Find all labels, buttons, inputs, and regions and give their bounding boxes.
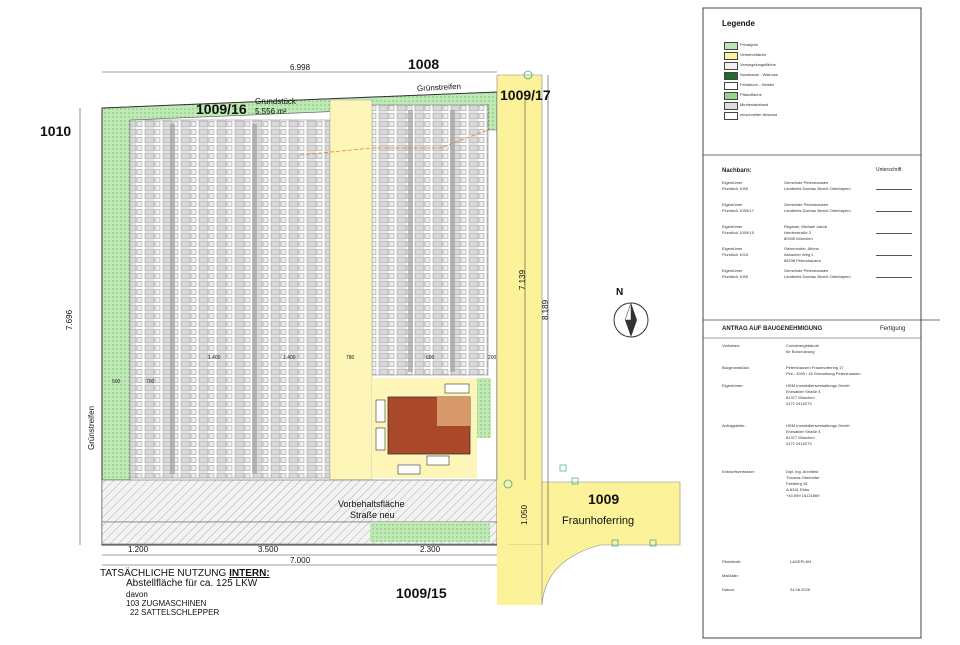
parcel-1008-label: 1008: [408, 56, 440, 72]
antragsteller-value-2: Ehrwalder Straße 4: [786, 429, 821, 434]
application-copy: Fertigung: [880, 326, 906, 332]
parcel-1009-15-label: 1009/15: [396, 585, 447, 601]
entwurf-value-2: Thomas Oberhofer: [786, 475, 820, 480]
vorhaben-value-2: für Büronutzung: [786, 349, 815, 354]
dim-mid-3: 780: [346, 355, 355, 361]
legend-label: Feldahorn - Heister: [740, 82, 775, 87]
neighbors-signature: Unterschrift: [876, 167, 902, 173]
legend-title: Legende: [722, 19, 755, 28]
datum-key: Datum:: [722, 587, 735, 592]
legend-swatch: [724, 112, 738, 120]
dim-mid-1: 1.400: [208, 355, 221, 361]
application-title: ANTRAG AUF BAUGENEHMIGUNG: [722, 326, 823, 332]
neighbor-k2: Flurstück 1010: [722, 252, 749, 257]
legend-swatch: [724, 62, 738, 70]
usage-box: [100, 565, 290, 617]
entwurf-key: Entwurfsverfasser:: [722, 469, 756, 474]
dim-bottom-total: 7.000: [290, 556, 311, 565]
signature-line[interactable]: [876, 277, 912, 278]
eigentuemer-value-4: 0172 2419273: [786, 401, 812, 406]
neighbor-k2: Flurstück 1009: [722, 186, 749, 191]
dim-right-small: 1.050: [520, 504, 529, 525]
grundstueck-key: Baugrundstück:: [722, 365, 750, 370]
datum-value: 24.08.2025: [790, 587, 811, 592]
eigentuemer-value-2: Ehrwalder Straße 4: [786, 389, 821, 394]
legend-label: einschneiter Abstand: [740, 112, 778, 117]
usage-line-1: Abstellfläche für ca. 125 LKW: [126, 578, 258, 589]
vorhaben-value-1: Containergebäude: [786, 343, 819, 348]
dim-right-2: 8.189: [541, 299, 550, 320]
legend-label: Pflanzfläche: [740, 92, 762, 97]
neighbor-k1: Eigentümer: [722, 202, 743, 207]
legend-label: Versiegelungsfläche: [740, 62, 776, 67]
reserved-area-label: Vorbehaltsfläche: [338, 499, 405, 509]
antragsteller-value-1: HDM Immobilienverwaltungs GmbH: [786, 423, 850, 428]
neighbor-v2: Asbacher Weg 1: [784, 252, 814, 257]
neighbor-v1: Geisenhofer, Alfons: [784, 246, 819, 251]
usage-line-4: 22 SATTELSCHLEPPER: [130, 608, 220, 617]
neighbor-v1: Regauer, Michael Jakob: [784, 224, 827, 229]
legend-label: Mindestabstand: [740, 102, 769, 107]
dim-left-500: 500: [112, 379, 121, 385]
dim-left: 7.696: [65, 309, 74, 330]
dim-bottom-3: 2.300: [420, 545, 441, 554]
entwurf-value-3: Feldberg 18: [786, 481, 808, 486]
signature-line[interactable]: [876, 233, 912, 234]
neighbor-v1: Gemeinde Petershausen: [784, 202, 829, 207]
neighbor-k2: Flurstück 1009/17: [722, 208, 754, 213]
eigentuemer-value-1: HDM Immobilienverwaltungs GmbH: [786, 383, 850, 388]
neighbor-k2: Flurstück 1009/15: [722, 230, 754, 235]
antragsteller-value-3: 81377 München: [786, 435, 815, 440]
entwurf-value-1: Dipl. Ing. Architekt: [786, 469, 819, 474]
north-arrow-icon: [614, 303, 648, 337]
usage-line-3: 103 ZUGMASCHINEN: [126, 599, 207, 608]
parcel-1009-16-label: 1009/16: [196, 101, 247, 117]
parcel-1010-label: 1010: [40, 123, 72, 139]
dim-bottom-1: 1.200: [128, 545, 149, 554]
north-label: N: [616, 287, 624, 298]
neighbor-k1: Eigentümer: [722, 180, 743, 185]
neighbors-title: Nachbarn:: [722, 168, 752, 174]
neighbor-k1: Eigentümer: [722, 268, 743, 273]
neighbor-v3: 80935 München: [784, 236, 813, 241]
neighbor-v2: Landkreis Dachau Bezirk Oberbayern: [784, 186, 851, 191]
parcel-1009-label: 1009: [588, 491, 620, 507]
signature-line[interactable]: [876, 211, 912, 212]
neighbor-k1: Eigentümer: [722, 224, 743, 229]
neighbor-k1: Eigentümer: [722, 246, 743, 251]
area-label: Grundstück: [255, 97, 296, 106]
signature-line[interactable]: [876, 255, 912, 256]
antragsteller-value-4: 0172 2419273: [786, 441, 812, 446]
vorhaben-key: Vorhaben:: [722, 343, 741, 348]
dim-right-1: 7.139: [518, 269, 527, 290]
dim-left-700: 700: [146, 379, 155, 385]
grundstueck-value-2: Flnr.: 1009 / 16 Gemarkung Petershausen: [786, 371, 861, 376]
parcel-1009-17-label: 1009/17: [500, 87, 551, 103]
neighbor-v3: 85238 Petershausen: [784, 258, 821, 263]
gruenstreifen-left-label: Grünstreifen: [87, 405, 96, 450]
usage-line-2: davon: [126, 590, 148, 599]
entwurf-value-5: +43 699 16121869: [786, 493, 820, 498]
legend-label: Verkehrsfläche: [740, 52, 767, 57]
dim-mid-2: 1.400: [283, 355, 296, 361]
neighbor-v1: Gemeinde Petershausen: [784, 268, 829, 273]
reserved-area-label-2: Straße neu: [350, 510, 395, 520]
planinhalt-value: LAGEPLAN: [790, 559, 812, 564]
gruenstreifen-top-label: Grünstreifen: [416, 81, 462, 94]
legend-label: Nussbaum - Walnuss: [740, 72, 778, 77]
grundstueck-value-1: Petershausen Fraunhoferring 17: [786, 365, 844, 370]
neighbor-v2: Landkreis Dachau Bezirk Oberbayern: [784, 274, 851, 279]
eigentuemer-value-3: 81377 München: [786, 395, 815, 400]
street-name: Fraunhoferring: [562, 515, 635, 527]
dim-mid-4: 600: [426, 355, 435, 361]
entwurf-value-4: A-6341 Ebbs: [786, 487, 810, 492]
planinhalt-key: Planinhalt:: [722, 559, 741, 564]
usage-title-emph: INTERN:: [229, 568, 270, 579]
area-value: 5.556 m²: [255, 107, 287, 116]
legend-swatch: [724, 72, 738, 80]
neighbor-v2: Herderstraße 3: [784, 230, 811, 235]
legend-label: Privatgrün: [740, 42, 759, 47]
neighbor-k2: Flurstück 1009: [722, 274, 749, 279]
legend-swatch: [724, 102, 738, 110]
eigentuemer-key: Eigentümer:: [722, 383, 744, 388]
legend-swatch: [724, 92, 738, 100]
neighbor-v1: Gemeinde Petershausen: [784, 180, 829, 185]
dim-bottom-2: 3.500: [258, 545, 279, 554]
legend-swatch: [724, 42, 738, 50]
legend-swatch: [724, 82, 738, 90]
usage-title: TATSÄCHLICHE NUTZUNG: [100, 568, 227, 579]
legend-swatch: [724, 52, 738, 60]
signature-line[interactable]: [876, 189, 912, 190]
dim-top: 6.998: [290, 63, 311, 72]
massstab-key: Maßstab:: [722, 573, 739, 578]
dim-mid-5: 200: [488, 355, 497, 361]
neighbor-v2: Landkreis Dachau Bezirk Oberbayern: [784, 208, 851, 213]
antragsteller-key: Antragsteller:: [722, 423, 746, 428]
